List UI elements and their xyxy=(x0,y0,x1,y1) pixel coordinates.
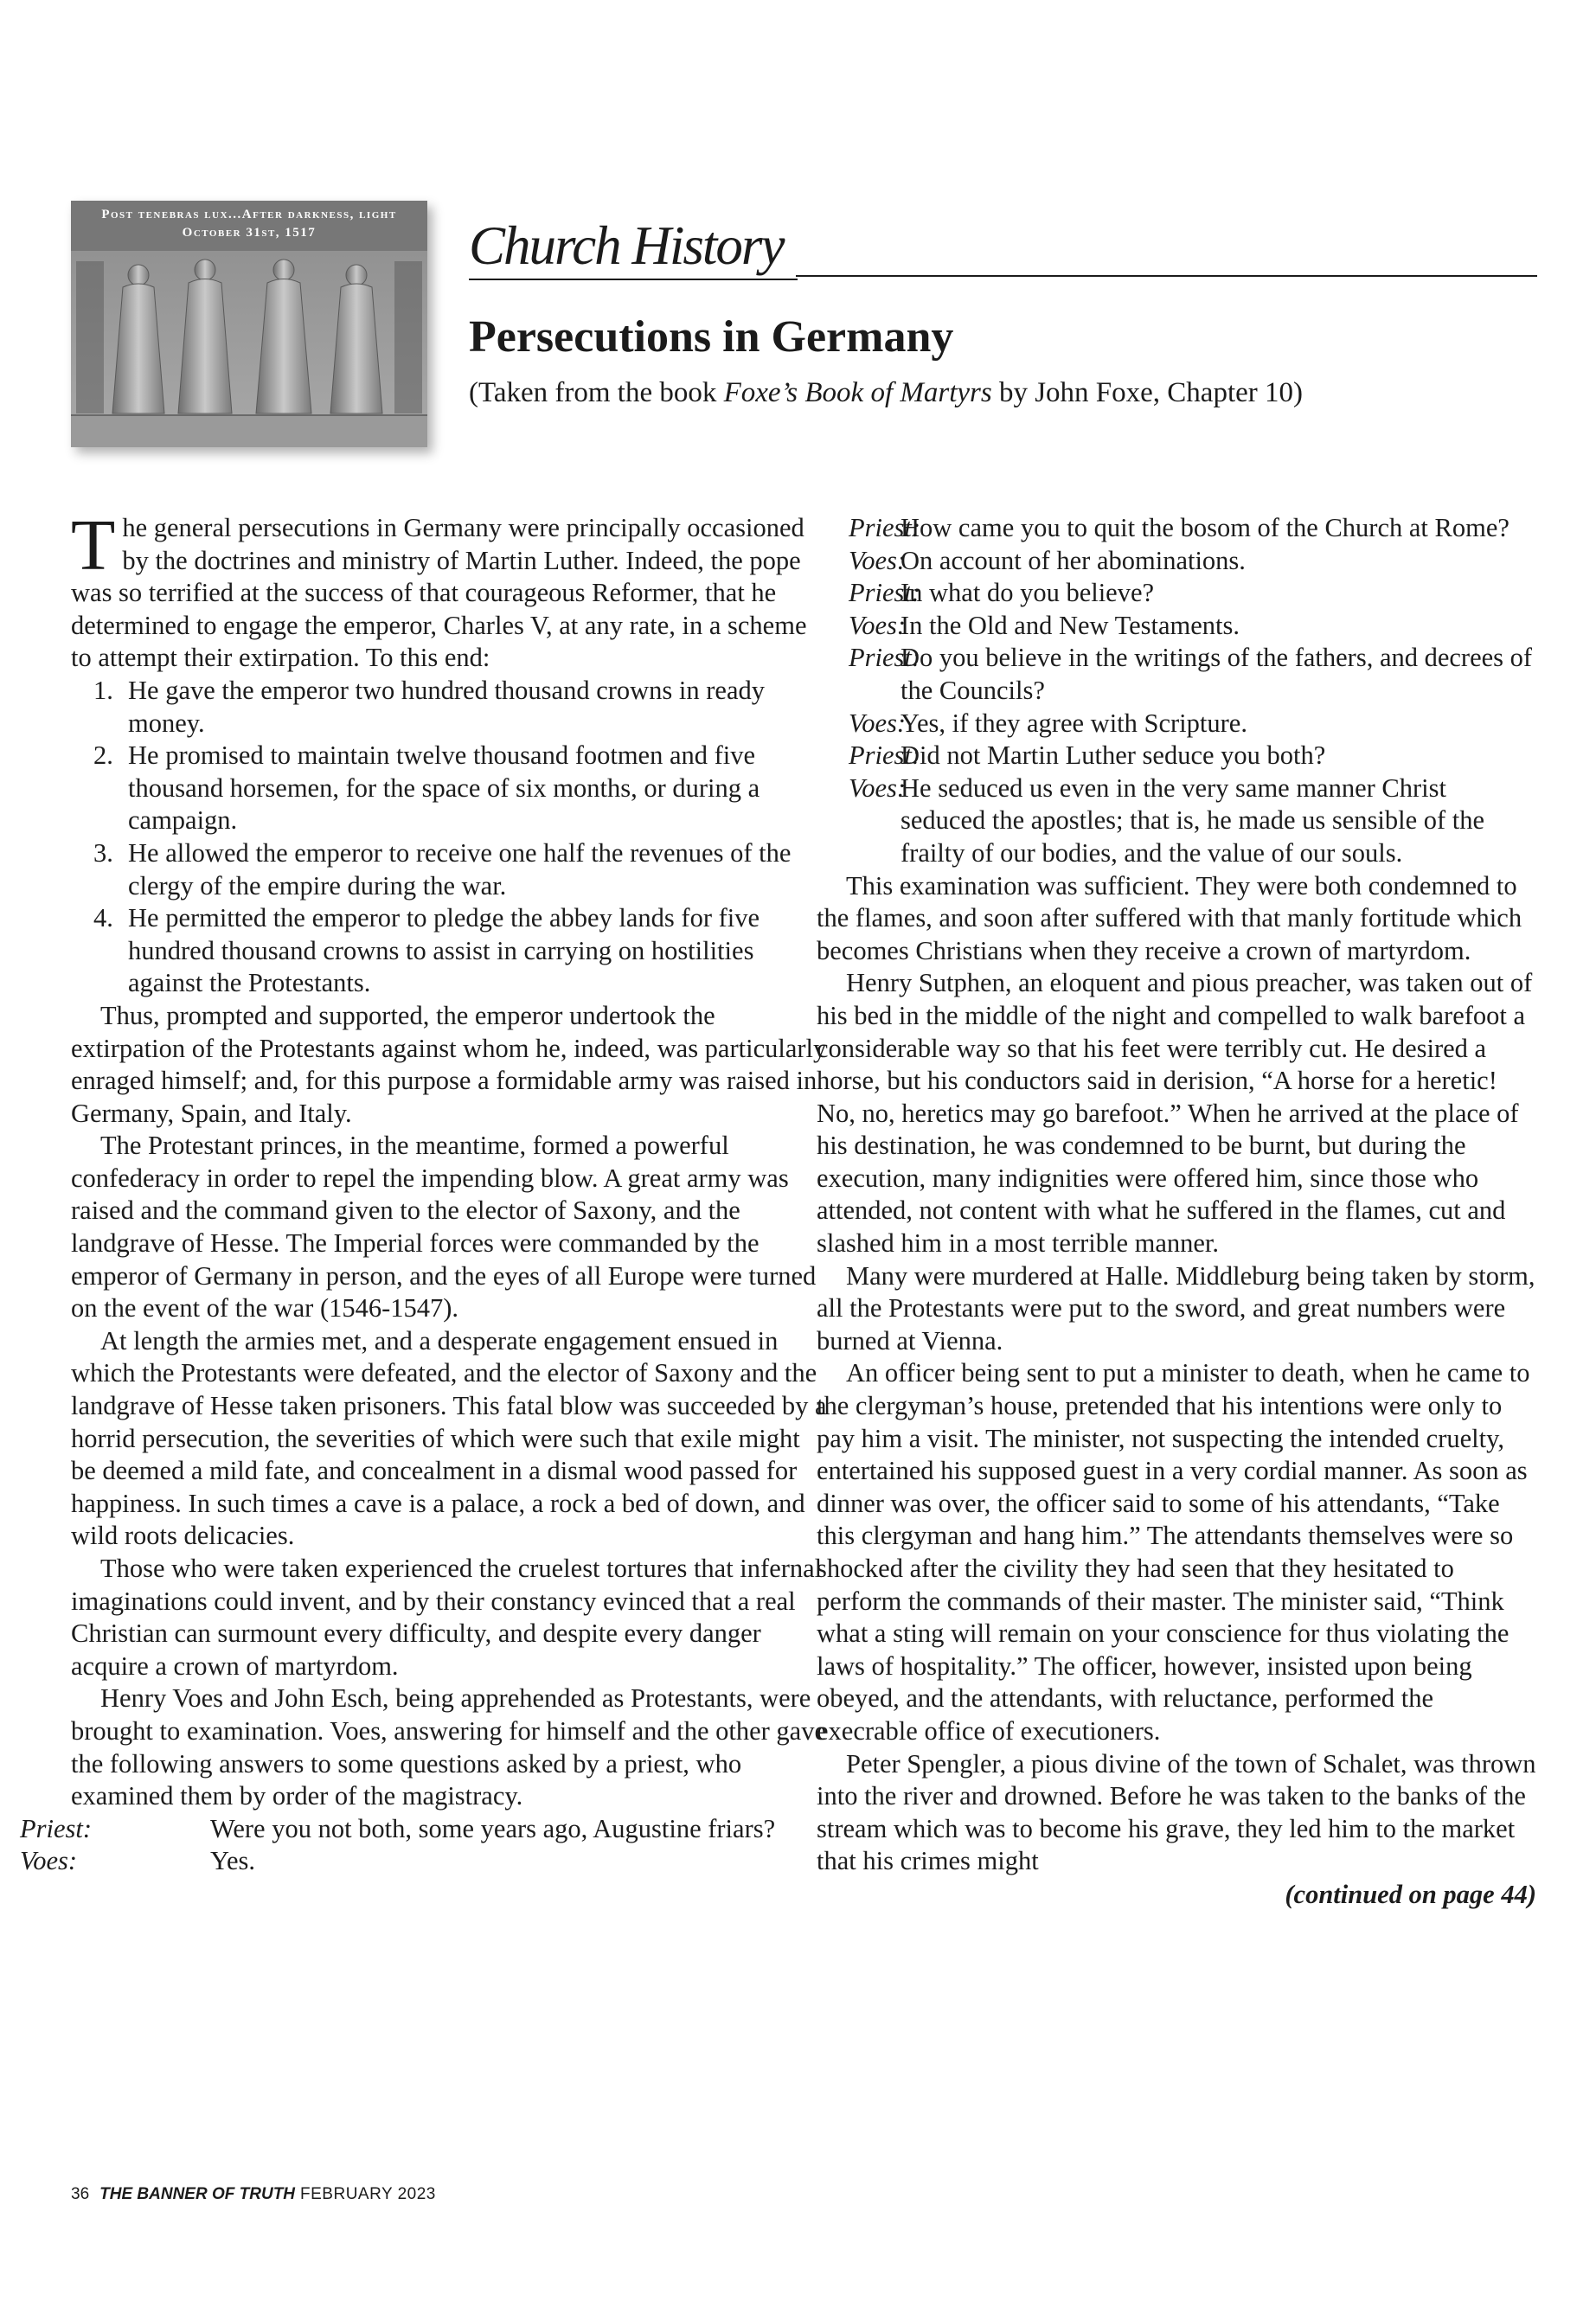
source-suffix: by John Foxe, Chapter 10) xyxy=(991,377,1303,408)
list-item xyxy=(71,902,829,1000)
dialogue-line xyxy=(817,708,1536,740)
list-item-number: 4. xyxy=(93,903,113,933)
dialogue-line xyxy=(817,545,1536,578)
image-inscription xyxy=(71,206,427,242)
dialogue-speaker: Priest: xyxy=(849,578,921,608)
body-paragraph: Peter Spengler, a pious divine of the town of Schalet, was thrown into the river and drowned. Before he was taken to the banks of the stream which was to become his grave, they led him to the market that his crimes might xyxy=(817,1748,1536,1876)
body-paragraph: Henry Sutphen, an eloquent and pious preacher, was taken out of his bed in the middle of the night and compelled to walk barefoot a considerable way so that his feet were terribly cut. He desired a horse, but his conductors said in derision, “A horse for a heretic! No, no, heretics may go barefoot.” When he arrived at the place of his destination, he was condemned to be burnt, but during the execution, many indignities were offered him, since those who attended, not content with what he suffered in the flames, cut and slashed him in a most terrible manner. xyxy=(817,968,1533,1259)
numbered-list xyxy=(71,675,829,1000)
section-rule xyxy=(796,275,1537,277)
publication-name: THE BANNER OF TRUTH xyxy=(99,2185,296,2203)
dialogue-speaker: Voes: xyxy=(849,610,907,640)
dialogue-line xyxy=(817,512,1536,545)
body-paragraph: This examination was sufficient. They were both condemned to the flames, and soon after suffered with that manly fortitude which becomes Christians when they receive a crown of martyrdom. xyxy=(817,870,1522,965)
intro-paragraph xyxy=(71,505,829,675)
dialogue-line xyxy=(817,577,1536,610)
list-item-text: He gave the emperor two hundred thousand crowns in ready money. xyxy=(128,675,766,738)
dialogue-line xyxy=(817,772,1536,870)
list-item-text: He allowed the emperor to receive one half the revenues of the clergy of the empire during the war. xyxy=(128,837,792,901)
list-item-text: He promised to maintain twelve thousand footmen and five thousand horsemen, for the space of six months, or during a campaign. xyxy=(128,740,760,836)
list-item-text: He permitted the emperor to pledge the abbey lands for five hundred thousand crowns to assist in carrying on hostilities against the Protestants. xyxy=(128,903,760,998)
page-footer xyxy=(71,2185,436,2204)
body-paragraph: Those who were taken experienced the cruelest tortures that infernal imaginations could invent, and by their constancy evinced that a real Christian can surmount every difficulty, and despite every danger acquire a crown of martyrdom. xyxy=(71,1554,823,1681)
reformation-wall-image xyxy=(71,201,427,447)
body-paragraph: Thus, prompted and supported, the emperor undertook the extirpation of the Protestants against whom he, indeed, was particularly enraged himself; and, for this purpose a formidable army was raised in Germany, Spain, and Italy. xyxy=(71,1000,827,1128)
body-paragraph: An officer being sent to put a minister to death, when he came to the clergyman’s house, pretended that his intentions were only to pay him a visit. The minister, not suspecting the intended cruelty, entertained his supposed guest in a very cordial manner. As soon as dinner was over, the officer said to some of his attendants, “Take this clergyman and hang him.” The attendants themselves were so shocked after the civility they had seen that they hesitated to perform the commands of their master. The minister said, “Think what a sting will remain on your conscience for thus violating the laws of hospitality.” The officer, however, insisted upon being obeyed, and the attendants, with reluctance, performed the execrable office of executioners. xyxy=(817,1358,1530,1746)
issue-date: FEBRUARY 2023 xyxy=(300,2185,436,2203)
section-label-underline xyxy=(469,279,798,280)
dialogue-text: Did not Martin Luther seduce you both? xyxy=(901,740,1326,771)
dialogue-speaker: Voes: xyxy=(20,1846,78,1876)
image-inscription-line-1: Post tenebras lux...After darkness, light xyxy=(101,208,397,221)
dialogue-line xyxy=(817,610,1536,643)
body-paragraph: Many were murdered at Halle. Middleburg being taken by storm, all the Protestants were put to the sword, and great numbers were burned at Vienna. xyxy=(817,1260,1535,1356)
dialogue-speaker: Voes: xyxy=(849,772,907,803)
list-item-number: 2. xyxy=(93,740,113,771)
dialogue-text: Yes, if they agree with Scripture. xyxy=(901,708,1247,738)
list-item-number: 1. xyxy=(93,675,113,705)
list-item xyxy=(71,740,829,837)
dialogue-text: In the Old and New Testaments. xyxy=(901,610,1240,640)
dialogue-line xyxy=(817,740,1536,772)
section-label: Church History xyxy=(469,215,784,276)
dialogue-text: On account of her abominations. xyxy=(901,545,1246,575)
dialogue-line xyxy=(817,642,1536,707)
intro-text: he general persecutions in Germany were principally occasioned by the doctrines and ministry of Martin Luther. Indeed, the pope was so terrified at the success of that courageous Reformer, that he determined to engage the emperor, Charles V, at any rate, in a scheme to attempt their extirpation. To this end: xyxy=(71,513,807,673)
source-prefix: (Taken from the book xyxy=(469,377,724,408)
dialogue-speaker: Priest: xyxy=(849,513,921,542)
drop-cap: T xyxy=(71,505,116,586)
dialogue-line xyxy=(20,1845,829,1878)
page-number: 36 xyxy=(71,2185,90,2203)
dialogue-speaker: Priest: xyxy=(849,740,921,771)
dialogue-text: How came you to quit the bosom of the Church at Rome? xyxy=(901,513,1509,542)
source-book-title: Foxe’s Book of Martyrs xyxy=(723,377,992,408)
body-paragraph: The Protestant princes, in the meantime, formed a powerful confederacy in order to repel the impending blow. A great army was raised and the command given to the elector of Saxony, and the landgrave of Hesse. The Imperial forces were commanded by the emperor of Germany in person, and the eyes of all Europe were turned on the event of the war (1546-1547). xyxy=(71,1131,817,1324)
dialogue-speaker: Voes: xyxy=(849,708,907,738)
list-item-number: 3. xyxy=(93,837,113,868)
dialogue-speaker: Priest: xyxy=(849,643,921,673)
image-inscription-line-2: October 31st, 1517 xyxy=(182,226,317,240)
list-item xyxy=(71,837,829,902)
list-item xyxy=(71,675,829,740)
dialogue-text: In what do you believe? xyxy=(901,578,1155,608)
dialogue-text: Do you believe in the writings of the fathers, and decrees of the Councils? xyxy=(901,643,1533,705)
continued-on-page-link[interactable]: (continued on page 44) xyxy=(1285,1879,1536,1909)
dialogue-speaker: Voes: xyxy=(849,545,907,575)
dialogue-text: Were you not both, some years ago, Augustine friars? xyxy=(210,1813,776,1843)
dialogue-line xyxy=(20,1813,829,1846)
dialogue-speaker: Priest: xyxy=(20,1813,93,1843)
article-source xyxy=(469,377,1303,409)
body-paragraph: At length the armies met, and a desperate engagement ensued in which the Protestants were defeated, and the elector of Saxony and the landgrave of Hesse taken prisoners. This fatal blow was succeeded by a horrid persecution, the severities of which were such that exile might be deemed a mild fate, and concealment in a dismal wood passed for happiness. In such times a cave is a palace, a rock a bed of down, and wild roots delicacies. xyxy=(71,1325,827,1551)
left-column xyxy=(20,505,829,1878)
article-title: Persecutions in Germany xyxy=(469,312,954,362)
right-column xyxy=(817,512,1536,1912)
dialogue-text: Yes. xyxy=(210,1846,256,1876)
body-paragraph: Henry Voes and John Esch, being apprehended as Protestants, were brought to examination. Voes, answering for himself and the other gave the following answers to some questions asked by a priest, who examined them by order of the magistracy. xyxy=(71,1683,827,1811)
dialogue-text: He seduced us even in the very same manner Christ seduced the apostles; that is, he made us sensible of the frailty of our bodies, and the value of our souls. xyxy=(901,772,1485,868)
